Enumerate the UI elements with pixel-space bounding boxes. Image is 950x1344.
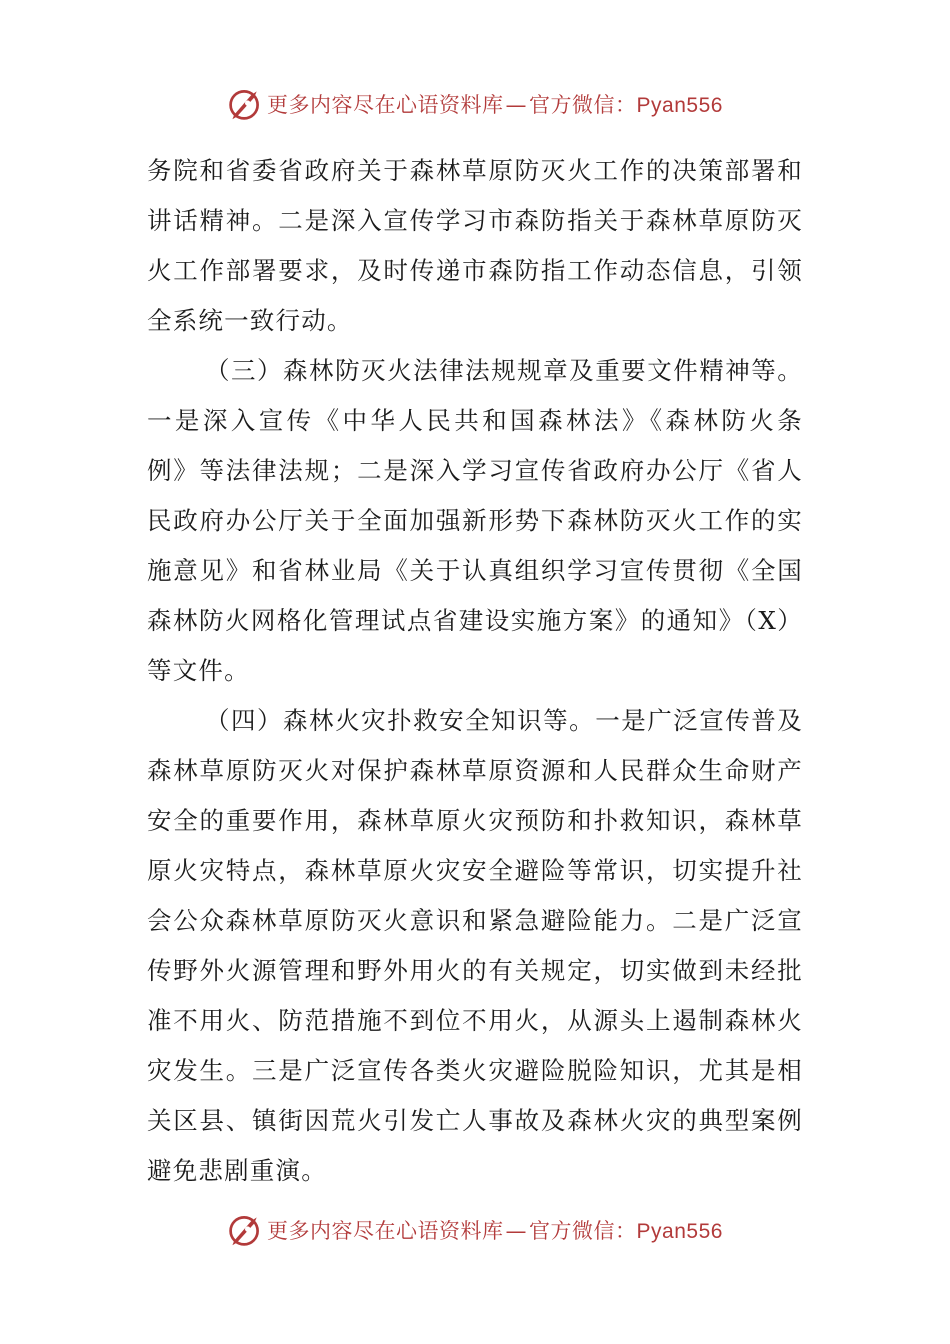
text-line: 关区县、镇街因荒火引发亡人事故及森林火灾的典型案例	[147, 1106, 803, 1135]
footer-banner	[0, 1208, 950, 1252]
text-line: 准不用火、防范措施不到位不用火，从源头上遏制森林火	[147, 1006, 803, 1035]
banner-wechat-label: 官方微信：	[529, 1219, 637, 1243]
text-line: （三）森林防灭火法律法规规章及重要文件精神等。	[205, 356, 803, 385]
text-line: 施意见》和省林业局《关于认真组织学习宣传贯彻《全国	[147, 556, 803, 585]
banner-site-name: 更多内容尽在心语资料库	[267, 93, 504, 117]
text-line: 讲话精神。二是深入宣传学习市森防指关于森林草原防灭	[147, 206, 803, 235]
text-line: 安全的重要作用，森林草原火灾预防和扑救知识，森林草	[147, 806, 803, 835]
text-line: 务院和省委省政府关于森林草原防灭火工作的决策部署和	[147, 156, 803, 185]
pen-nib-logo-icon	[227, 1212, 263, 1248]
text-line: 一是深入宣传《中华人民共和国森林法》《森林防火条	[147, 406, 803, 435]
text-line: 民政府办公厅关于全面加强新形势下森林防灭火工作的实	[147, 506, 803, 535]
text-line: 避免悲剧重演。	[147, 1156, 327, 1185]
text-line: 传野外火源管理和野外用火的有关规定，切实做到未经批	[147, 956, 803, 985]
text-line: 原火灾特点，森林草原火灾安全避险等常识，切实提升社	[147, 856, 803, 885]
banner-wechat-id: Pyan556	[636, 94, 723, 117]
text-line: 等文件。	[147, 656, 250, 685]
text-line: 例》等法律法规；二是深入学习宣传省政府办公厅《省人	[147, 456, 803, 485]
text-line: 森林防火网格化管理试点省建设实施方案》的通知》（X）	[147, 606, 803, 635]
banner-wechat-id: Pyan556	[636, 1220, 723, 1243]
text-line: 全系统一致行动。	[147, 306, 353, 335]
banner-text	[267, 89, 723, 119]
banner-site-name: 更多内容尽在心语资料库	[267, 1219, 504, 1243]
document-body	[147, 146, 803, 1196]
pen-nib-logo-icon	[227, 86, 263, 122]
banner-text	[267, 1215, 723, 1245]
text-line: 会公众森林草原防灭火意识和紧急避险能力。二是广泛宣	[147, 906, 803, 935]
text-line: 灾发生。三是广泛宣传各类火灾避险脱险知识，尤其是相	[147, 1056, 803, 1085]
header-banner	[0, 82, 950, 126]
text-line: 森林草原防灭火对保护森林草原资源和人民群众生命财产	[147, 756, 803, 785]
text-line: （四）森林火灾扑救安全知识等。一是广泛宣传普及	[205, 706, 803, 735]
banner-dash: —	[505, 93, 528, 117]
banner-dash: —	[505, 1219, 528, 1243]
banner-wechat-label: 官方微信：	[529, 93, 637, 117]
text-line: 火工作部署要求，及时传递市森防指工作动态信息，引领	[147, 256, 803, 285]
